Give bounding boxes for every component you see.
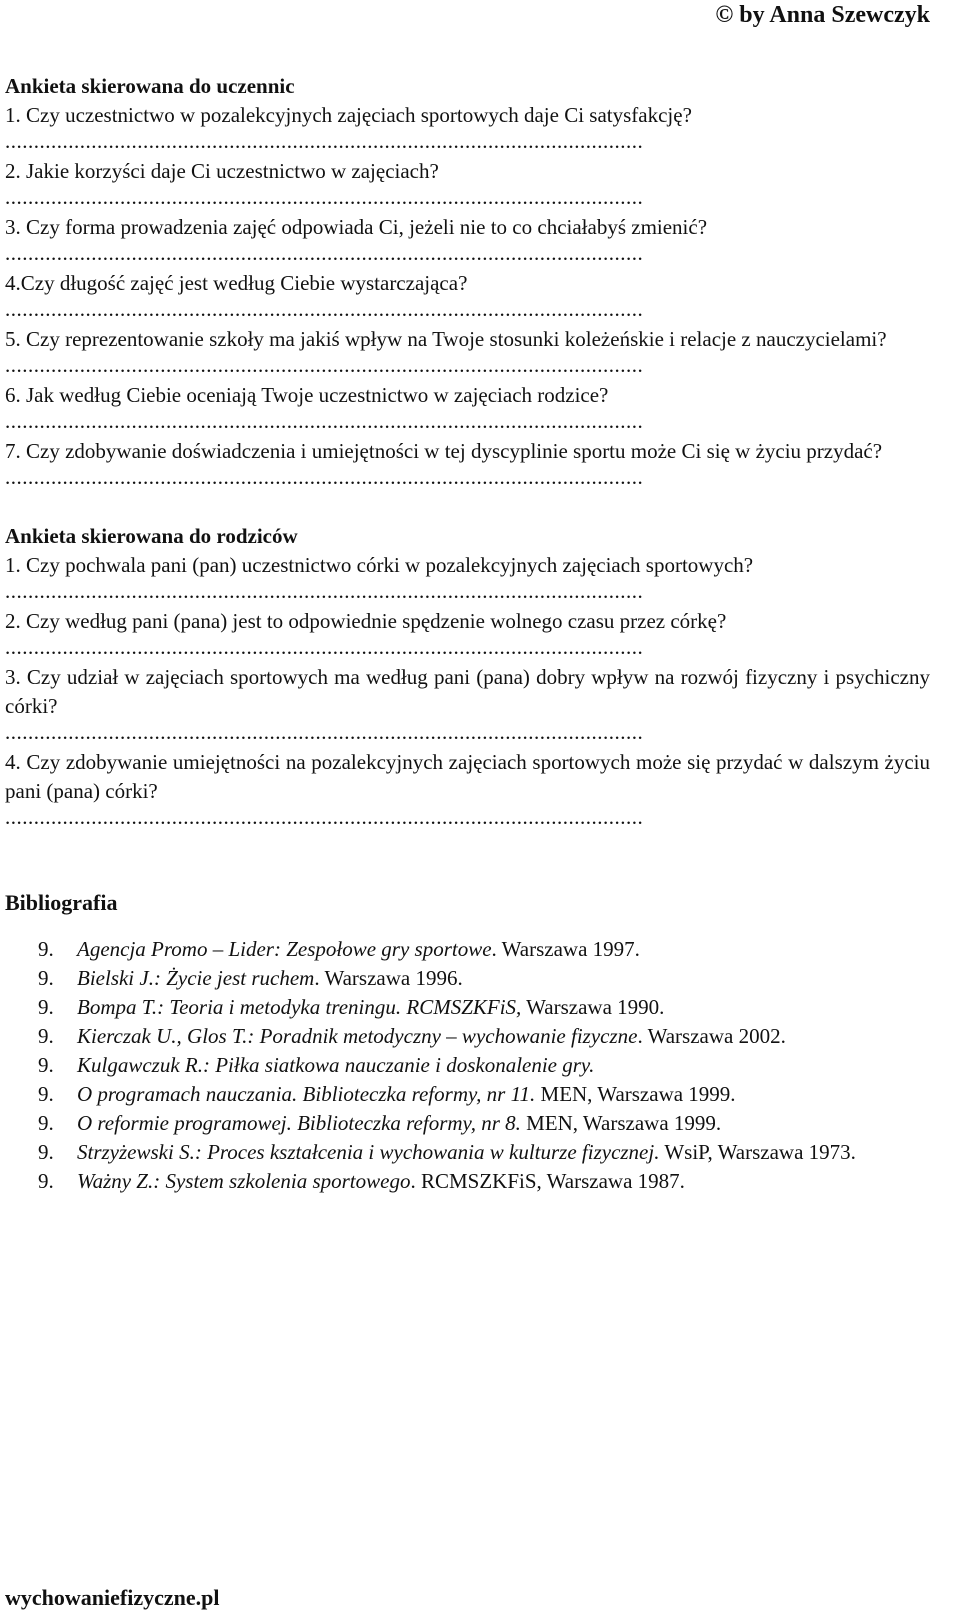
bibliography-publisher-part: MEN, Warszawa 1999. xyxy=(520,1111,722,1135)
parent-question-2: 2. Czy według pani (pana) jest to odpowiednie spędzenie wolnego czasu przez córkę? xyxy=(5,609,727,633)
bibliography-publisher-part: Warszawa 1990. xyxy=(521,995,665,1019)
student-question-7: 7. Czy zdobywanie doświadczenia i umiejętności w tej dyscyplinie sportu może Ci się w życiu przydać? xyxy=(5,439,883,463)
bibliography-item xyxy=(5,1138,930,1167)
bibliography-item xyxy=(5,935,930,964)
answer-line: ............................................................................................................... xyxy=(5,720,644,744)
bibliography-title-part: Ważny Z.: System szkolenia sportowego xyxy=(77,1169,411,1193)
student-question-5: 5. Czy reprezentowanie szkoły ma jakiś wpływ na Twoje stosunki koleżeńskie i relacje z nauczycielami? xyxy=(5,327,887,351)
bibliography-publisher-part: WsiP, Warszawa 1973. xyxy=(659,1140,856,1164)
students-survey-title: Ankieta skierowana do uczennic xyxy=(5,74,295,98)
footer-site-name: wychowaniefizyczne.pl xyxy=(5,1585,220,1610)
bibliography-title-part: Kulgawczuk R.: Piłka siatkowa nauczanie i doskonalenie gry. xyxy=(77,1053,595,1077)
copyright-notice: © by Anna Szewczyk xyxy=(715,2,930,28)
bibliography-title-part: Bielski J.: Życie jest ruchem xyxy=(77,966,315,990)
bibliography-number: 9. xyxy=(38,966,54,990)
bibliography-number: 9. xyxy=(38,1140,54,1164)
answer-line: ............................................................................................................... xyxy=(5,129,644,153)
parent-question-3: 3. Czy udział w zajęciach sportowych ma według pani (pana) dobry wpływ na rozwój fizyczny i psychiczny córki? xyxy=(5,665,930,718)
answer-line: ............................................................................................................... xyxy=(5,805,644,829)
bibliography-item xyxy=(5,1022,930,1051)
spacer xyxy=(5,833,930,888)
student-question-1: 1. Czy uczestnictwo w pozalekcyjnych zajęciach sportowych daje Ci satysfakcję? xyxy=(5,103,692,127)
answer-line: ............................................................................................................... xyxy=(5,185,644,209)
spacer xyxy=(5,493,930,522)
bibliography-publisher-part: MEN, Warszawa 1999. xyxy=(535,1082,736,1106)
answer-line: ............................................................................................................... xyxy=(5,635,644,659)
bibliography-title-part: Bompa T.: Teoria i metodyka treningu. RCMSZKFiS, xyxy=(77,995,522,1019)
student-question-3: 3. Czy forma prowadzenia zajęć odpowiada Ci, jeżeli nie to co chciałabyś zmienić? xyxy=(5,215,708,239)
bibliography-title-part: Agencja Promo – Lider: Zespołowe gry sportowe xyxy=(77,937,492,961)
student-question-4: 4.Czy długość zajęć jest według Ciebie wystarczająca? xyxy=(5,271,468,295)
bibliography-publisher-part: . Warszawa 1996. xyxy=(314,966,463,990)
bibliography-item xyxy=(5,1080,930,1109)
student-question-6: 6. Jak według Ciebie oceniają Twoje uczestnictwo w zajęciach rodzice? xyxy=(5,383,609,407)
bibliography-title-part: Strzyżewski S.: Proces kształcenia i wychowania w kulturze fizycznej. xyxy=(77,1140,660,1164)
bibliography-publisher-part: . RCMSZKFiS, Warszawa 1987. xyxy=(410,1169,685,1193)
bibliography-item xyxy=(5,993,930,1022)
bibliography-text xyxy=(77,1138,930,1167)
bibliography-text xyxy=(77,1080,930,1109)
bibliography-text xyxy=(77,1109,930,1138)
bibliography-number: 9. xyxy=(38,1111,54,1135)
answer-line: ............................................................................................................... xyxy=(5,353,644,377)
bibliography-number: 9. xyxy=(38,937,54,961)
bibliography-item xyxy=(5,1167,930,1196)
bibliography-publisher-part: . Warszawa 2002. xyxy=(637,1024,786,1048)
bibliography-number: 9. xyxy=(38,1169,54,1193)
bibliography-text xyxy=(77,935,930,964)
bibliography-title-part: Kierczak U., Glos T.: Poradnik metodyczny – wychowanie fizyczne xyxy=(77,1024,638,1048)
parent-question-4: 4. Czy zdobywanie umiejętności na pozalekcyjnych zajęciach sportowych może się przydać w dalszym życiu pani (pana) córki? xyxy=(5,750,930,803)
bibliography-text xyxy=(77,964,930,993)
bibliography-text xyxy=(77,1022,930,1051)
answer-line: ............................................................................................................... xyxy=(5,241,644,265)
bibliography-number: 9. xyxy=(38,1024,54,1048)
bibliography-text xyxy=(77,1167,930,1196)
answer-line: ............................................................................................................... xyxy=(5,297,644,321)
bibliography-item xyxy=(5,1051,930,1080)
bibliography-text xyxy=(77,1051,930,1080)
student-question-2: 2. Jakie korzyści daje Ci uczestnictwo w zajęciach? xyxy=(5,159,439,183)
answer-line: ............................................................................................................... xyxy=(5,579,644,603)
bibliography-title-part: O programach nauczania. Biblioteczka reformy, nr 11. xyxy=(77,1082,536,1106)
answer-line: ............................................................................................................... xyxy=(5,465,644,489)
bibliography-title-part: O reformie programowej. Biblioteczka reformy, nr 8. xyxy=(77,1111,521,1135)
bibliography-number: 9. xyxy=(38,1082,54,1106)
bibliography-publisher-part: . Warszawa 1997. xyxy=(491,937,640,961)
parent-question-1: 1. Czy pochwala pani (pan) uczestnictwo córki w pozalekcyjnych zajęciach sportowych? xyxy=(5,553,754,577)
bibliography-list xyxy=(5,935,930,1196)
bibliography-text xyxy=(77,993,930,1022)
bibliography-item xyxy=(5,1109,930,1138)
bibliography-number: 9. xyxy=(38,995,54,1019)
document-body xyxy=(5,72,930,1196)
bibliography-title: Bibliografia xyxy=(5,890,118,915)
bibliography-item xyxy=(5,964,930,993)
answer-line: ............................................................................................................... xyxy=(5,409,644,433)
bibliography-number: 9. xyxy=(38,1053,54,1077)
parents-survey-title: Ankieta skierowana do rodziców xyxy=(5,524,298,548)
